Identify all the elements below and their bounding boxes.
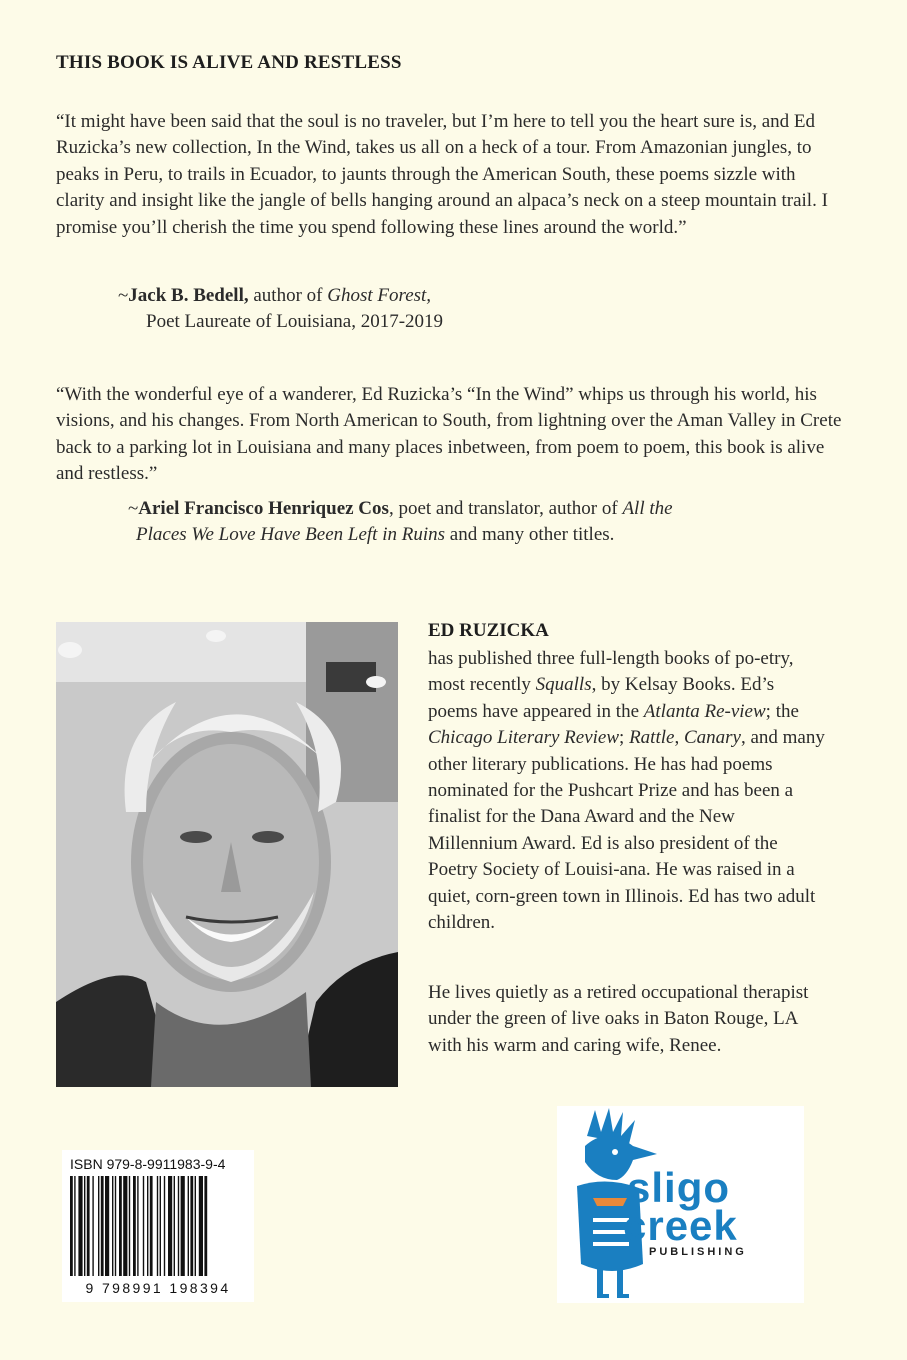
barcode-bar [84, 1176, 85, 1276]
barcode-bar [129, 1176, 130, 1276]
barcode-bar [188, 1176, 189, 1276]
publisher-name-line3: PUBLISHING [649, 1246, 747, 1258]
attribution-bedell [118, 283, 443, 336]
barcode-bar [105, 1176, 109, 1276]
barcode-bar [78, 1176, 82, 1276]
barcode-bar [119, 1176, 122, 1276]
barcode-bar [204, 1176, 207, 1276]
blurb-henriquez: “With the wonderful eye of a wanderer, Ed Ruzicka’s “In the Wind” whips us through his world, his visions, and his changes. From North American to South, from lightning over the Aman Valley in Crete back to a parking lot in Louisiana and many places inbetween, from poem to poem, this book is alive and restless.” [56, 384, 842, 485]
attr-tail: and many other titles. [445, 524, 615, 546]
bio-text: , [674, 727, 684, 749]
publisher-name-line2: creek [623, 1202, 738, 1249]
barcode-bar [181, 1176, 185, 1276]
publisher-name-line1: sligo [627, 1164, 731, 1211]
barcode-icon [66, 1176, 250, 1280]
barcode-bar [150, 1176, 153, 1276]
author-bio-2: He lives quietly as a retired occupational therapist under the green of live oaks in Baton Rouge, LA with his warm and caring wife, Renee. [428, 982, 809, 1056]
attr-line2 [128, 522, 828, 548]
bio-magazine: Rattle [629, 727, 675, 749]
author-bio [428, 646, 828, 936]
blurb-bedell: “It might have been said that the soul is no traveler, but I’m here to tell you the heart sure is, and Ed Ruzicka’s new collection, In the Wind, takes us all on a heck of a tour. From Amazonian jungles, to peaks in Peru, to trails in Ecuador, to jaunts through the American South, these poems sizzle with clarity and insight like the jangle of bells hanging around an alpaca’s neck on a steep mountain trail. I promise you’ll cherish the time you spend following these lines around the world.” [56, 111, 828, 238]
bio-text: ; the [765, 700, 799, 722]
isbn-digits: 9 798991 198394 [85, 1280, 231, 1296]
barcode-bar [160, 1176, 161, 1276]
author-name: ED RUZICKA [428, 620, 549, 641]
bio-magazine: Atlanta Re-view [643, 700, 766, 722]
bio-magazine: Canary [683, 727, 741, 749]
barcode-bar [195, 1176, 196, 1276]
barcode-bar [178, 1176, 179, 1276]
attr-prefix: ~ [128, 498, 139, 519]
barcode-bar [101, 1176, 104, 1276]
attr-prefix: ~ [118, 285, 129, 306]
barcode-bar [143, 1176, 144, 1276]
barcode-bar [157, 1176, 158, 1276]
publisher-logo [557, 1106, 804, 1303]
attr-line2: Poet Laureate of Louisiana, 2017-2019 [146, 311, 444, 333]
attr-title-b: Places We Love Have Been Left in Ruins [136, 524, 446, 546]
barcode-bar [190, 1176, 193, 1276]
barcode-bar [92, 1176, 93, 1276]
bio-text: , by Kelsay Books. Ed’s poems have appeared in the [428, 674, 775, 722]
isbn-barcode-block [62, 1150, 254, 1302]
barcode-bar [87, 1176, 90, 1276]
barcode-bar [199, 1176, 203, 1276]
attr-name: Ariel Francisco Henriquez Cos [138, 498, 389, 519]
attribution-henriquez [128, 496, 828, 549]
author-photo [56, 622, 398, 1087]
barcode-bar [112, 1176, 113, 1276]
bio-magazine: Chicago Literary Review [428, 727, 620, 749]
attr-mid: , poet and translator, author of [388, 498, 623, 519]
barcode-bar [123, 1176, 127, 1276]
author-portrait-illustration [56, 622, 398, 1087]
isbn-label: ISBN 979-8-9911983-9-4 [70, 1156, 226, 1172]
barcode-bar [147, 1176, 148, 1276]
attr-title: Ghost Forest, [327, 285, 432, 306]
barcode-bar [70, 1176, 73, 1276]
bio-text: , and many other literary publications. He has had poems nominated for the Pushcart Prize and has been a finalist for the Dana Award and the New Millennium Award. Ed is also president of the Poetry Society of Louisi-ana. He was raised in a quiet, corn-green town in Illinois. Ed has two adult children. [428, 727, 825, 934]
barcode-bar [133, 1176, 136, 1276]
barcode-bar [137, 1176, 138, 1276]
bio-text: ; [619, 727, 630, 749]
barcode-bar [98, 1176, 99, 1276]
attr-name: Jack B. Bedell, [128, 285, 249, 306]
barcode-bar [174, 1176, 175, 1276]
bio-book-title: Squalls [535, 674, 592, 696]
attr-mid: author of [248, 285, 328, 306]
barcode-bar [74, 1176, 75, 1276]
barcode-bar [164, 1176, 165, 1276]
headline: THIS BOOK IS ALIVE AND RESTLESS [56, 52, 402, 73]
attr-title-a: All the [622, 498, 673, 519]
barcode-bar [115, 1176, 116, 1276]
barcode-bar [168, 1176, 172, 1276]
bio-text: has published three full-length books of po-etry, most recently [428, 648, 794, 696]
